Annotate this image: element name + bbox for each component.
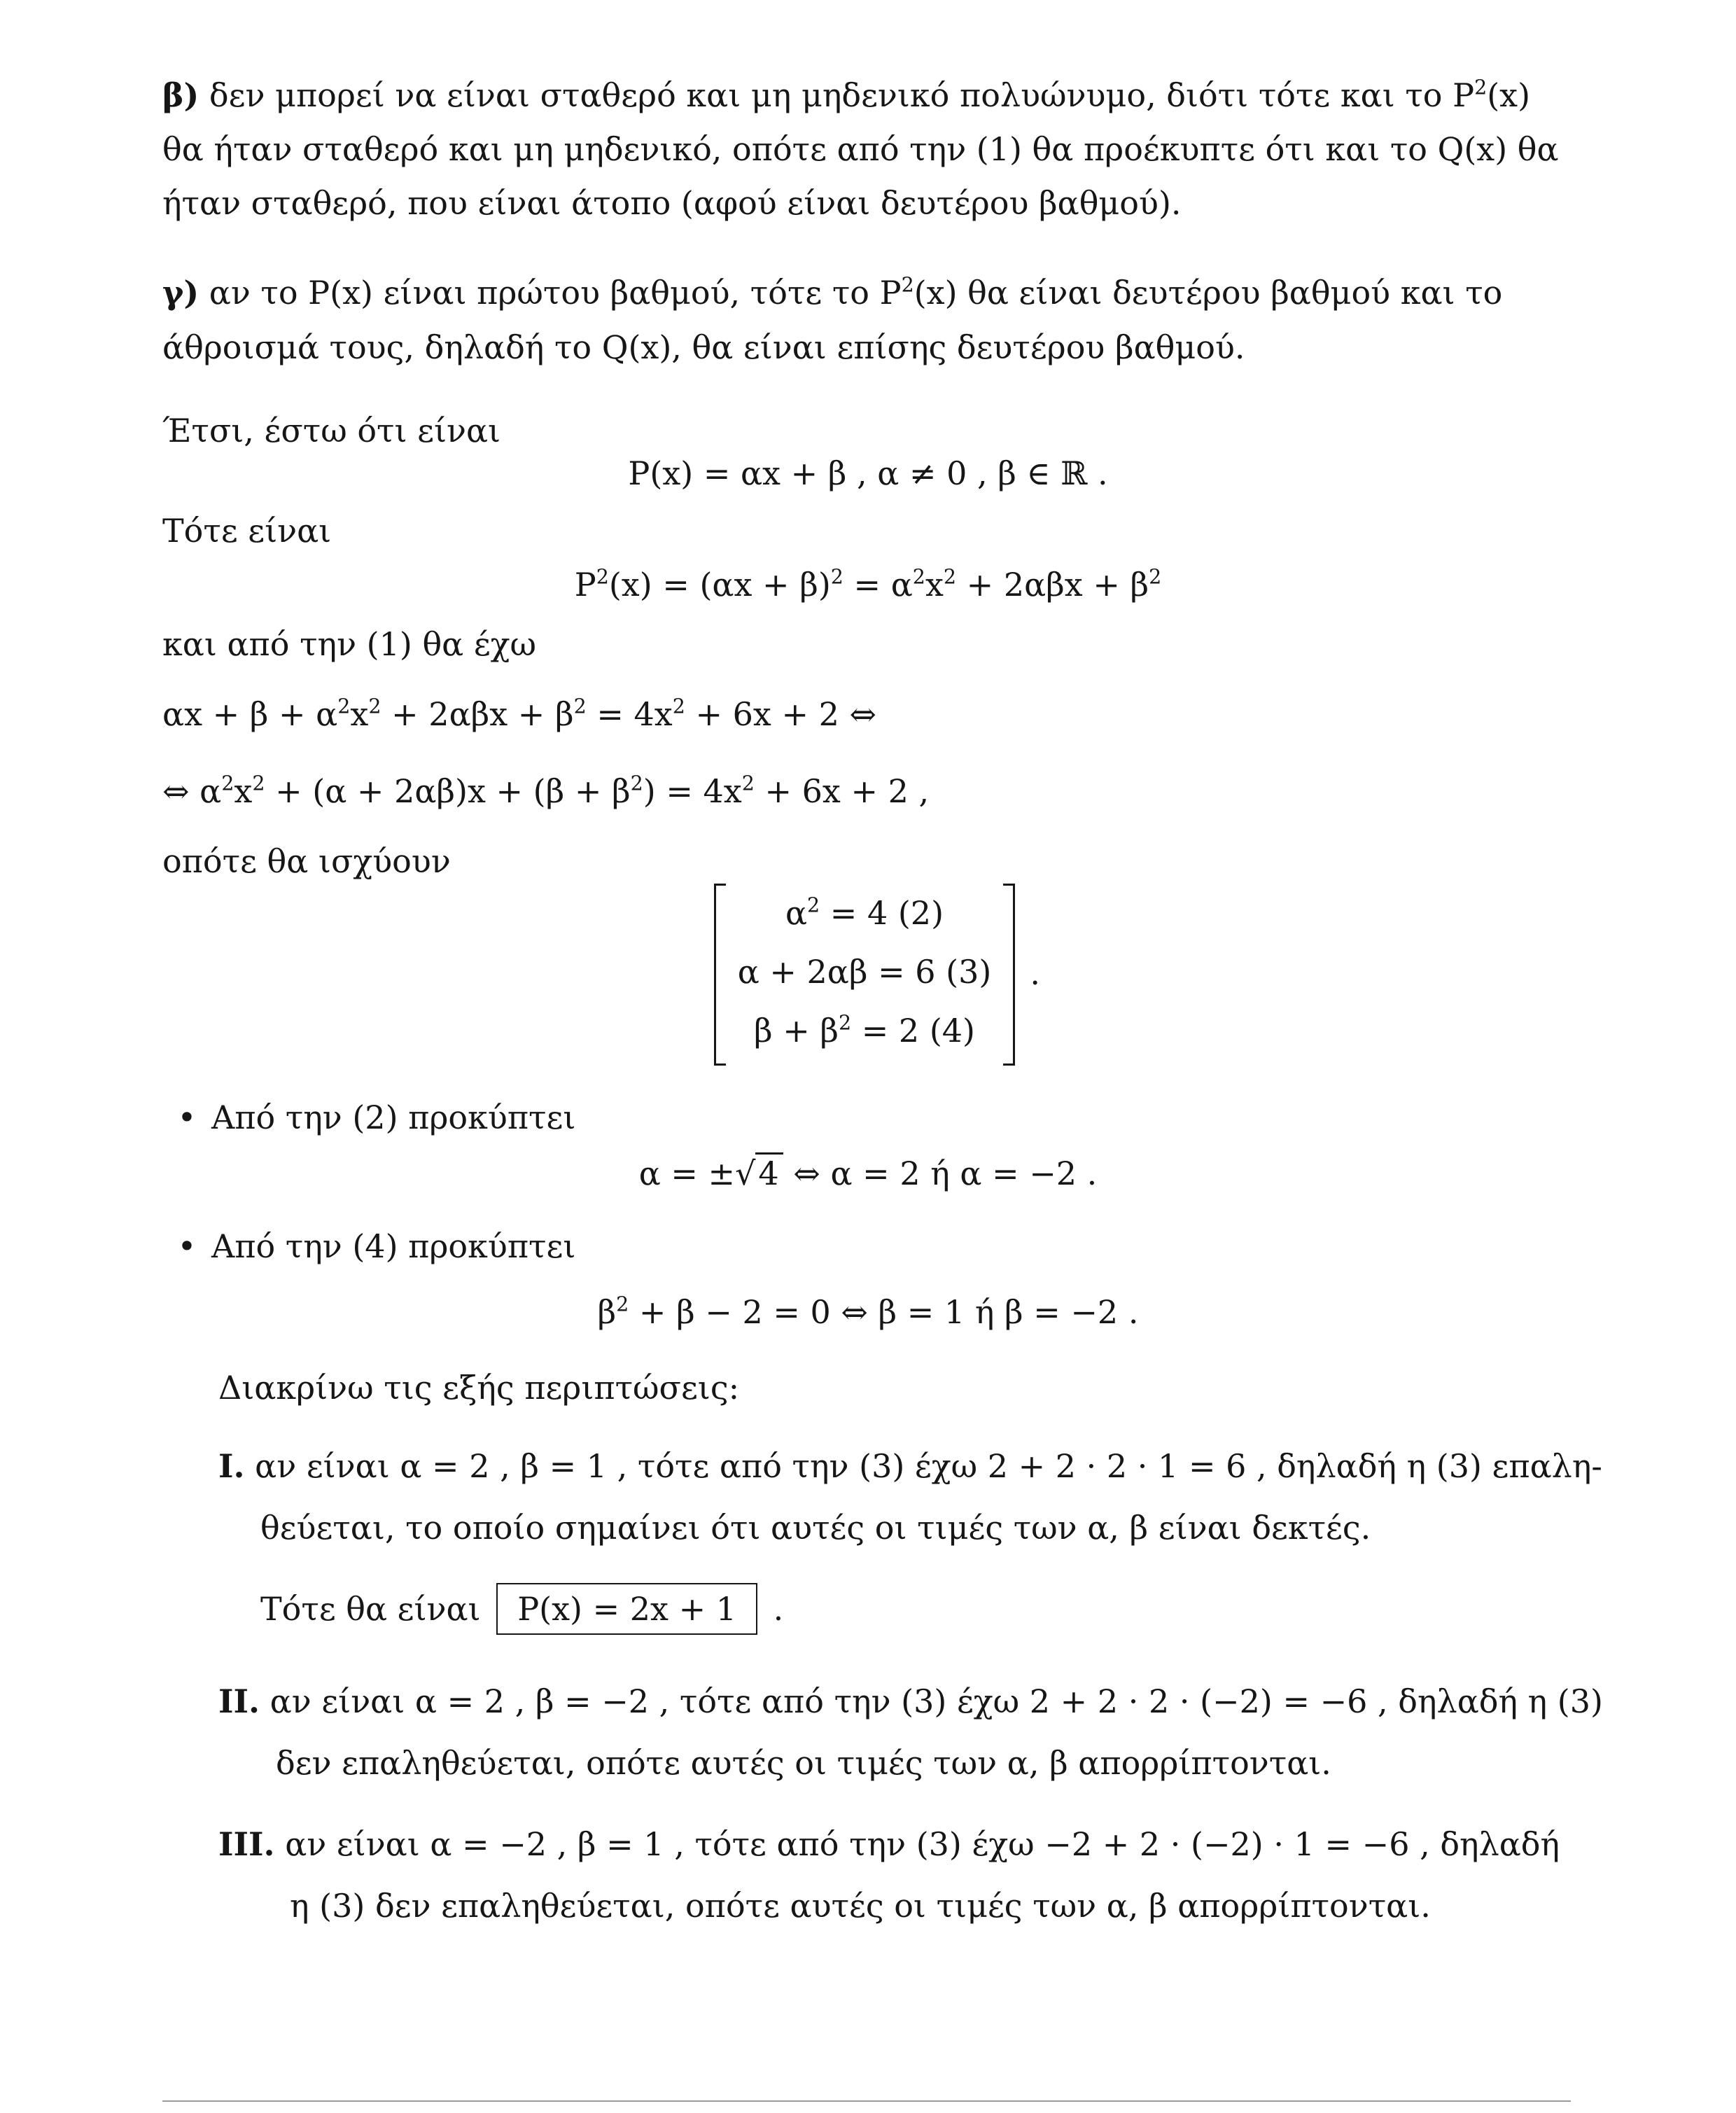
- gamma-line-1: [162, 265, 1502, 321]
- system-row-1: [700, 886, 1029, 940]
- eq-part: P: [574, 566, 596, 604]
- eq-part: + 6x + 2 ⇔: [685, 695, 877, 733]
- p-definition: P(x) = αx + β , α ≠ 0 , β ∈ ℝ .: [628, 454, 1108, 492]
- beta-line-1: [162, 67, 1530, 123]
- gamma-label: γ): [162, 274, 200, 312]
- eq-part: + 2αβx + β: [381, 695, 574, 733]
- superscript: 2: [368, 695, 382, 718]
- eq-part: = 4x: [586, 695, 673, 733]
- eq-part: α: [785, 894, 808, 932]
- superscript: 2: [943, 565, 957, 589]
- case-1-result: [260, 1581, 783, 1637]
- superscript: 2: [1149, 565, 1162, 589]
- gamma-text-1a: αν το P(x) είναι πρώτου βαθμού, τότε το P: [199, 274, 902, 312]
- eq-part: β + β: [754, 1012, 839, 1049]
- case-3-line-1: [218, 1816, 1560, 1872]
- cases-intro: Διακρίνω τις εξής περιπτώσεις:: [218, 1369, 740, 1407]
- eq-part: = 2 (4): [851, 1012, 975, 1049]
- so-text: οπότε θα ισχύουν: [162, 842, 451, 880]
- eq-part: + 6x + 2 ,: [754, 772, 930, 810]
- gamma-line-2: άθροισμά τους, δηλαδή το Q(x), θα είναι επίσης δευτέρου βαθμού.: [162, 328, 1245, 366]
- footer-rule: [162, 2100, 1571, 2102]
- eq-part: αx + β + α: [162, 695, 338, 733]
- eq-part: + 2αβx + β: [956, 566, 1149, 604]
- superscript: 2: [1474, 76, 1488, 99]
- system-row-3: [700, 1004, 1029, 1057]
- from-eq1: και από την (1) θα έχω: [162, 625, 537, 663]
- superscript: 2: [830, 565, 844, 589]
- system-row-2: α + 2αβ = 6 (3): [737, 953, 992, 991]
- beta-label: β): [162, 76, 200, 114]
- equation-1: [162, 686, 876, 742]
- alpha-solution: α = ±√4 ⇔ α = 2 ή α = −2 .: [0, 1145, 1736, 1201]
- setup-intro: Έτσι, έστω ότι είναι: [162, 412, 501, 449]
- superscript: 2: [672, 695, 685, 718]
- case-label: I.: [218, 1447, 245, 1485]
- eq-part: + (α + 2αβ)x + (β + β: [265, 772, 631, 810]
- eq-part: = α: [843, 566, 913, 604]
- eq-part: ) = 4x: [643, 772, 742, 810]
- beta-line-2: θα ήταν σταθερό και μη μηδενικό, οπότε από την (1) θα προέκυπτε ότι και το Q(x) θα: [162, 130, 1559, 168]
- superscript: 2: [741, 772, 755, 795]
- superscript: 2: [807, 893, 820, 917]
- case-text: .: [763, 1590, 784, 1628]
- system-period: .: [1030, 954, 1040, 992]
- eq-part: ⇔ α: [162, 772, 222, 810]
- superscript: 2: [337, 695, 351, 718]
- eq-part: x: [925, 566, 944, 604]
- case-3-line-2: η (3) δεν επαληθεύεται, οπότε αυτές οι τιμές των α, β απορρίπτονται.: [290, 1887, 1431, 1925]
- case-text: αν είναι α = 2 , β = 1 , τότε από την (3) έχω 2 + 2 · 2 · 1 = 6 , δηλαδή η (3) επαλη-: [244, 1447, 1602, 1485]
- case-text: αν είναι α = −2 , β = 1 , τότε από την (3) έχω −2 + 2 · (−2) · 1 = −6 , δηλαδή: [274, 1825, 1560, 1863]
- bullet-text: Από την (4) προκύπτει: [211, 1227, 576, 1265]
- bullet-text: Από την (2) προκύπτει: [211, 1099, 576, 1136]
- superscript: 2: [596, 565, 609, 589]
- case-1-line-1: [218, 1438, 1602, 1494]
- p-squared-expansion: [0, 557, 1736, 613]
- sqrt-radicand: 4: [755, 1152, 783, 1192]
- superscript: 2: [616, 1292, 629, 1316]
- case-text: αν είναι α = 2 , β = −2 , τότε από την (3) έχω 2 + 2 · 2 · (−2) = −6 , δηλαδή η (3): [260, 1682, 1603, 1720]
- eq-part: (x) = (αx + β): [608, 566, 831, 604]
- eq-part: + β − 2 = 0 ⇔ β = 1 ή β = −2 .: [629, 1293, 1139, 1331]
- superscript: 2: [221, 772, 234, 795]
- equation-2: [162, 763, 929, 819]
- setup-then: Τότε είναι: [162, 512, 332, 550]
- case-2-line-1: [218, 1673, 1603, 1729]
- bullet-1: [162, 1089, 575, 1145]
- eq-part: x: [350, 695, 369, 733]
- beta-line-3: ήταν σταθερό, που είναι άτοπο (αφού είναι δευτέρου βαθμού).: [162, 184, 1182, 222]
- equation-system: [700, 884, 1040, 1064]
- case-label: III.: [218, 1825, 275, 1863]
- superscript: 2: [573, 695, 587, 718]
- gamma-text-1b: (x) θα είναι δευτέρου βαθμού και το: [913, 274, 1503, 312]
- superscript: 2: [838, 1011, 852, 1035]
- eq-part: α = ±: [638, 1155, 736, 1192]
- case-1-line-2: θεύεται, το οποίο σημαίνει ότι αυτές οι τιμές των α, β είναι δεκτές.: [260, 1509, 1371, 1547]
- eq-part: β: [597, 1293, 617, 1331]
- eq-part: x: [234, 772, 253, 810]
- superscript: 2: [912, 565, 925, 589]
- case-text: Τότε θα είναι: [260, 1590, 481, 1628]
- bullet-icon: •: [177, 1227, 197, 1265]
- eq-part: ⇔ α = 2 ή α = −2 .: [783, 1155, 1098, 1192]
- eq-part: = 4 (2): [820, 894, 944, 932]
- superscript: 2: [252, 772, 265, 795]
- case-label: II.: [218, 1682, 260, 1720]
- bullet-icon: •: [177, 1099, 197, 1136]
- beta-solution: [0, 1284, 1736, 1340]
- superscript: 2: [901, 273, 914, 297]
- bullet-2: [162, 1218, 575, 1274]
- boxed-answer: P(x) = 2x + 1: [496, 1583, 757, 1635]
- superscript: 2: [630, 772, 643, 795]
- beta-text-1-end: (x): [1487, 76, 1531, 114]
- case-2-line-2: δεν επαληθεύεται, οπότε αυτές οι τιμές των α, β απορρίπτονται.: [276, 1744, 1331, 1782]
- beta-text-1: δεν μπορεί να είναι σταθερό και μη μηδενικό πολυώνυμο, διότι τότε και το P: [199, 76, 1475, 114]
